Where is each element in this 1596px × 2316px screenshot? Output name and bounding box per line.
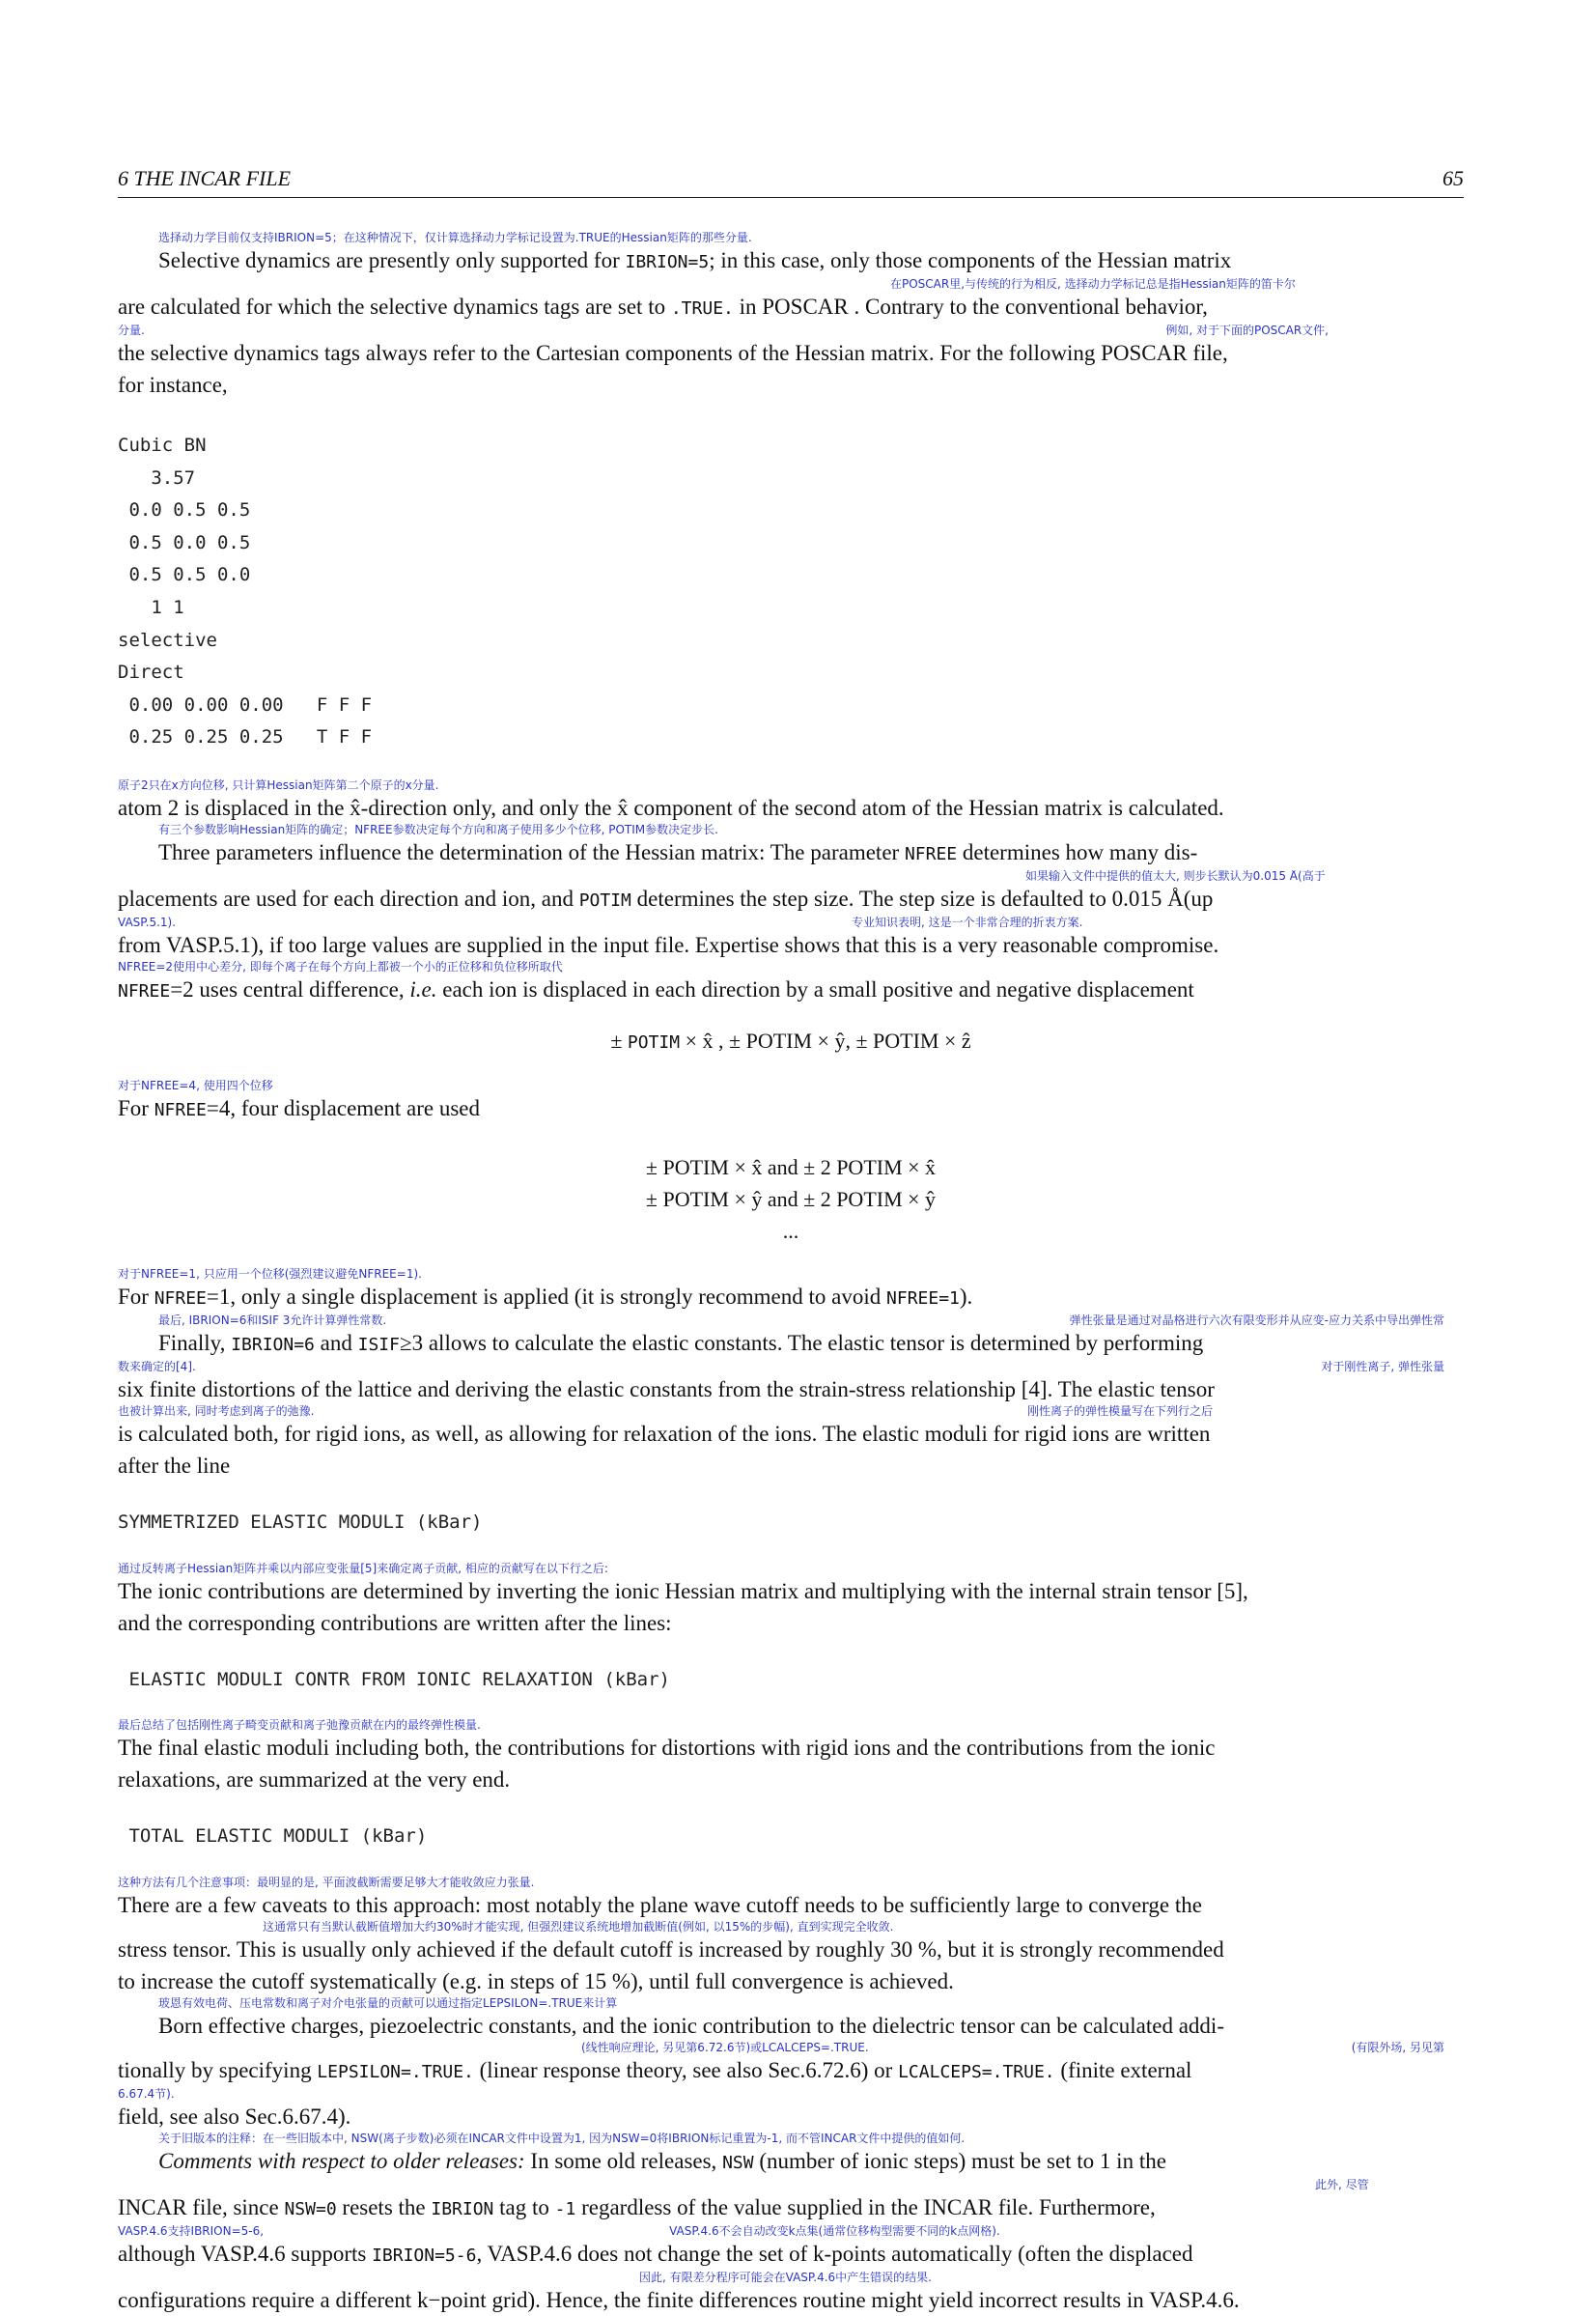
text: =1, only a single displacement is applied (it is strongly recommend to avoid (206, 1284, 887, 1309)
paragraph: There are a few caveats to this approach: most notably the plane wave cutoff needs to be sufficiently large to converge the (118, 1892, 1202, 1917)
paragraph (118, 2191, 1464, 2225)
paragraph (118, 2145, 1464, 2179)
poscar-line: 0.25 0.25 0.25 T F F (118, 726, 373, 748)
paragraph (118, 244, 1464, 278)
poscar-line: Direct (118, 662, 184, 684)
code-inline: NFREE (904, 843, 958, 864)
text: In some old releases, (524, 2148, 723, 2173)
annotation: 选择动力学目前仅支持IBRION=5；在这种情况下，仅计算选择动力学标记设置为.TRUE的Hessian矩阵的那些分量. (158, 232, 752, 244)
annotation: 关于旧版本的注释：在一些旧版本中, NSW(离子步数)必须在INCAR文件中设置为1, 因为NSW=0将IBRION标记重置为-1, 而不管INCAR文件中提供的值如何. (158, 2132, 966, 2145)
annotation: 对于NFREE=1, 只应用一个位移(强烈建议避免NFREE=1). (118, 1267, 422, 1281)
paragraph (118, 1327, 1464, 1361)
text: regardless of the value supplied in the INCAR file. Furthermore, (575, 2194, 1156, 2219)
paragraph: atom 2 is displaced in the x̂-direction only, and only the x̂ component of the second atom of the Hessian matrix is calculated. (118, 795, 1224, 820)
code-inline: IBRION=6 (231, 1334, 315, 1355)
code-inline: NFREE (154, 1099, 207, 1120)
text: are calculated for which the selective dynamics tags are set to (118, 295, 671, 319)
text: and the corresponding contributions are written after the lines: (118, 1610, 672, 1635)
paragraph (118, 2054, 1464, 2088)
annotation: 刚性离子的弹性模量写在下列行之后 (1026, 1404, 1213, 1418)
text: ). (959, 1284, 973, 1309)
text: (linear response theory, see also Sec.6.72.6) or (473, 2057, 899, 2082)
text: is calculated both, for rigid ions, as well, as allowing for relaxation of the ions. The elastic moduli for rigid ions are written (118, 1421, 1211, 1446)
text: the selective dynamics tags always refer to the Cartesian components of the Hessian matrix. For the following POSCAR file, (118, 341, 1228, 365)
annotation-row (118, 1361, 1464, 1373)
text: resets the (336, 2194, 432, 2219)
poscar-line: selective (118, 629, 217, 651)
annotation: VASP.4.6支持IBRION=5-6, (118, 2224, 265, 2238)
poscar-line: 0.0 0.5 0.5 (118, 499, 251, 522)
annotation-row (118, 1405, 1464, 1418)
annotation: (线性响应理论, 另见第6.72.6节)或LCALCEPS=.TRUE. (581, 2041, 869, 2054)
code-inline: -1 (554, 2198, 576, 2219)
equation (118, 1151, 1464, 1247)
text: to increase the cutoff systematically (e.g. in steps of 15 %), until full convergence is achieved. (118, 1968, 954, 1993)
annotation: 在POSCAR里,与传统的行为相反, 选择动力学标记总是指Hessian矩阵的笛卡尔 (890, 278, 1296, 291)
equation-line (118, 1025, 1464, 1059)
annotation: 弹性张量是通过对晶格进行六次有限变形并从应变-应力关系中导出弹性常 (1069, 1313, 1444, 1327)
text: For (118, 1095, 154, 1120)
code-line: TOTAL ELASTIC MODULI (kBar) (118, 1825, 428, 1848)
code-inline: NSW (722, 2152, 754, 2173)
paragraph (118, 883, 1464, 917)
paragraph (118, 1092, 1464, 1126)
poscar-line: 0.00 0.00 0.00 F F F (118, 693, 373, 716)
section-title: 6 THE INCAR FILE (118, 166, 292, 190)
annotation: 通过反转离子Hessian矩阵并乘以内部应变张量[5]来确定离子贡献, 相应的贡献写在以下行之后: (118, 1562, 608, 1575)
paragraph: six finite distortions of the lattice and deriving the elastic constants from the strain-stress relationship [4]. The elastic tensor (118, 1376, 1215, 1401)
annotation: 例如, 对于下面的POSCAR文件, (1165, 325, 1329, 337)
poscar-line: 3.57 (118, 466, 196, 489)
text: and (314, 1330, 358, 1355)
paragraph (118, 1575, 1464, 1639)
text: For (118, 1284, 154, 1309)
annotation: 分量. (118, 325, 145, 337)
annotation: (有限外场, 另见第 (1351, 2041, 1444, 2054)
code-inline: .TRUE. (670, 298, 734, 319)
code-inline: NFREE=1 (886, 1287, 960, 1309)
page-number: 65 (1442, 166, 1464, 190)
text: (finite external (1054, 2057, 1192, 2082)
text: tionally by specifying (118, 2057, 318, 2082)
equation-line: ... (782, 1218, 799, 1243)
annotation: VASP.4.6不会自动改变k点集(通常位移构型需要不同的k点网格). (669, 2224, 1000, 2238)
equation-line: ± POTIM × ŷ and ± 2 POTIM × ŷ (645, 1186, 937, 1211)
annotation: 因此, 有限差分程序可能会在VASP.4.6中产生错误的结果. (639, 2271, 932, 2284)
annotation: 原子2只在x方向位移, 只计算Hessian矩阵第二个原子的x分量. (118, 778, 439, 792)
annotation-row (118, 917, 1464, 929)
text: ≥3 allows to calculate the elastic constants. The elastic tensor is determined by performing (399, 1330, 1204, 1355)
code-inline: NFREE (154, 1287, 207, 1309)
text: The ionic contributions are determined by inverting the ionic Hessian matrix and multiplying with the internal strain tensor [5], (118, 1578, 1248, 1603)
text: determines the step size. The step size is defaulted to 0.015 Å(up (630, 886, 1214, 911)
poscar-code-block (118, 430, 1464, 754)
annotation: 对于刚性离子, 弹性张量 (1321, 1360, 1444, 1373)
text: =4, four displacement are used (206, 1095, 481, 1120)
paragraph (118, 1281, 1464, 1314)
text: in POSCAR . Contrary to the conventional behavior, (733, 295, 1208, 319)
page-header (118, 166, 1464, 198)
page-content (118, 232, 1464, 2316)
annotation: NFREE=2使用中心差分, 即每个离子在每个方向上都被一个小的正位移和负位移所取代 (118, 960, 563, 974)
poscar-line: 0.5 0.5 0.0 (118, 564, 251, 586)
annotation-row (118, 2225, 1464, 2238)
text: Finally, (158, 1330, 232, 1355)
poscar-line: Cubic BN (118, 435, 207, 456)
code-inline: POTIM (627, 1031, 681, 1053)
paragraph (118, 1732, 1464, 1795)
equation (118, 1025, 1464, 1059)
code-line: SYMMETRIZED ELASTIC MODULI (kBar) (118, 1511, 483, 1533)
text: after the line (118, 1453, 231, 1478)
paragraph (118, 836, 1464, 870)
text: determines how many dis- (957, 839, 1198, 864)
annotation: 如果输入文件中提供的值太大, 则步长默认为0.015 Å(高于 (1025, 869, 1326, 883)
annotation: 这种方法有几个注意事项：最明显的是, 平面波截断需要足够大才能收敛应力张量. (118, 1876, 535, 1889)
equation-line: ± POTIM × x̂ and ± 2 POTIM × x̂ (645, 1154, 937, 1179)
code-inline: NSW=0 (284, 2198, 337, 2219)
paragraph (118, 2238, 1464, 2272)
code-inline: IBRION=5-6 (372, 2245, 477, 2266)
text: although VASP.4.6 supports (118, 2241, 373, 2266)
paragraph (118, 1418, 1464, 1482)
text: , VASP.4.6 does not change the set of k-points automatically (often the displaced (476, 2241, 1193, 2266)
text: Three parameters influence the determination of the Hessian matrix: The parameter (158, 839, 905, 864)
text: (number of ionic steps) must be set to 1 in the (753, 2148, 1166, 2173)
text: =2 uses central difference, (170, 976, 410, 1002)
text: relaxations, are summarized at the very end. (118, 1767, 511, 1793)
annotation-row (118, 325, 1464, 337)
annotation: 6.67.4节). (118, 2087, 175, 2101)
text: ; in this case, only those components of the Hessian matrix (709, 248, 1232, 272)
annotation: 数来确定的[4]. (118, 1360, 196, 1373)
code-inline: LCALCEPS=.TRUE. (898, 2061, 1055, 2082)
code-inline: LEPSILON=.TRUE. (317, 2061, 474, 2082)
poscar-line: 0.5 0.0 0.5 (118, 531, 251, 553)
paragraph: Born effective charges, piezoelectric constants, and the ionic contribution to the dielectric tensor can be calculated addi- (158, 2013, 1224, 2038)
text: Selective dynamics are presently only supported for (158, 248, 626, 272)
poscar-line: 1 1 (118, 596, 184, 618)
code-inline: NFREE (118, 980, 171, 1002)
text: The final elastic moduli including both, the contributions for distortions with rigid ions and the contributions from the ionic (118, 1736, 1216, 1761)
annotation: 专业知识表明, 这是一个非常合理的折衷方案. (852, 916, 1083, 929)
paragraph (118, 337, 1464, 401)
annotation: 此外, 尽管 (1315, 2178, 1369, 2191)
code-inline: POTIM (578, 890, 631, 911)
paragraph: field, see also Sec.6.67.4). (118, 2104, 351, 2129)
text: ± (610, 1028, 623, 1053)
code-inline: IBRION=5 (625, 252, 710, 272)
annotation: 有三个参数影响Hessian矩阵的确定；NFREE参数决定每个方向和离子使用多少个位移, POTIM参数决定步长. (158, 823, 718, 836)
code-line: ELASTIC MODULI CONTR FROM IONIC RELAXATION (kBar) (118, 1668, 670, 1690)
text: × x̂ , ± POTIM × ŷ, ± POTIM × ẑ (680, 1028, 971, 1053)
text: each ion is displaced in each direction by a small positive and negative displacement (436, 976, 1194, 1002)
code-inline: IBRION (431, 2198, 494, 2219)
paragraph (118, 291, 1464, 325)
paragraph: configurations require a different k−point grid). Hence, the finite differences routine might yield incorrect results in VASP.4.6. (118, 2287, 1240, 2312)
annotation: 玻恩有效电荷、压电常数和离子对介电张量的贡献可以通过指定LEPSILON=.TRUE来计算 (158, 1996, 618, 2010)
text: Comments with respect to older releases: (158, 2148, 525, 2173)
code-inline: ISIF (357, 1334, 400, 1355)
text: INCAR file, since (118, 2194, 285, 2219)
annotation: 最后, IBRION=6和ISIF 3允许计算弹性常数. (158, 1313, 387, 1327)
paragraph: from VASP.5.1), if too large values are supplied in the input file. Expertise shows that this is a very reasonable compromise. (118, 932, 1219, 957)
paragraph (118, 974, 1464, 1007)
paragraph (118, 1934, 1464, 1997)
text: placements are used for each direction and ion, and (118, 886, 579, 911)
annotation: 对于NFREE=4, 使用四个位移 (118, 1079, 273, 1092)
text: tag to (493, 2194, 555, 2219)
text: stress tensor. This is usually only achieved if the default cutoff is increased by roughly 30 %, but it is strongly recommended (118, 1936, 1224, 1962)
annotation: 最后总结了包括刚性离子畸变贡献和离子弛豫贡献在内的最终弹性模量. (118, 1719, 481, 1733)
text: for instance, (118, 373, 228, 397)
annotation: 这通常只有当默认截断值增加大约30%时才能实现, 但强烈建议系统地增加截断值(例如, 以15%的步幅), 直到实现完全收敛. (263, 1920, 894, 1934)
text: i.e. (409, 976, 437, 1002)
annotation-row (118, 1314, 1464, 1327)
annotation-row (118, 2042, 1464, 2054)
annotation: 也被计算出来, 同时考虑到离子的弛豫. (118, 1404, 315, 1418)
annotation: VASP.5.1). (118, 916, 177, 929)
